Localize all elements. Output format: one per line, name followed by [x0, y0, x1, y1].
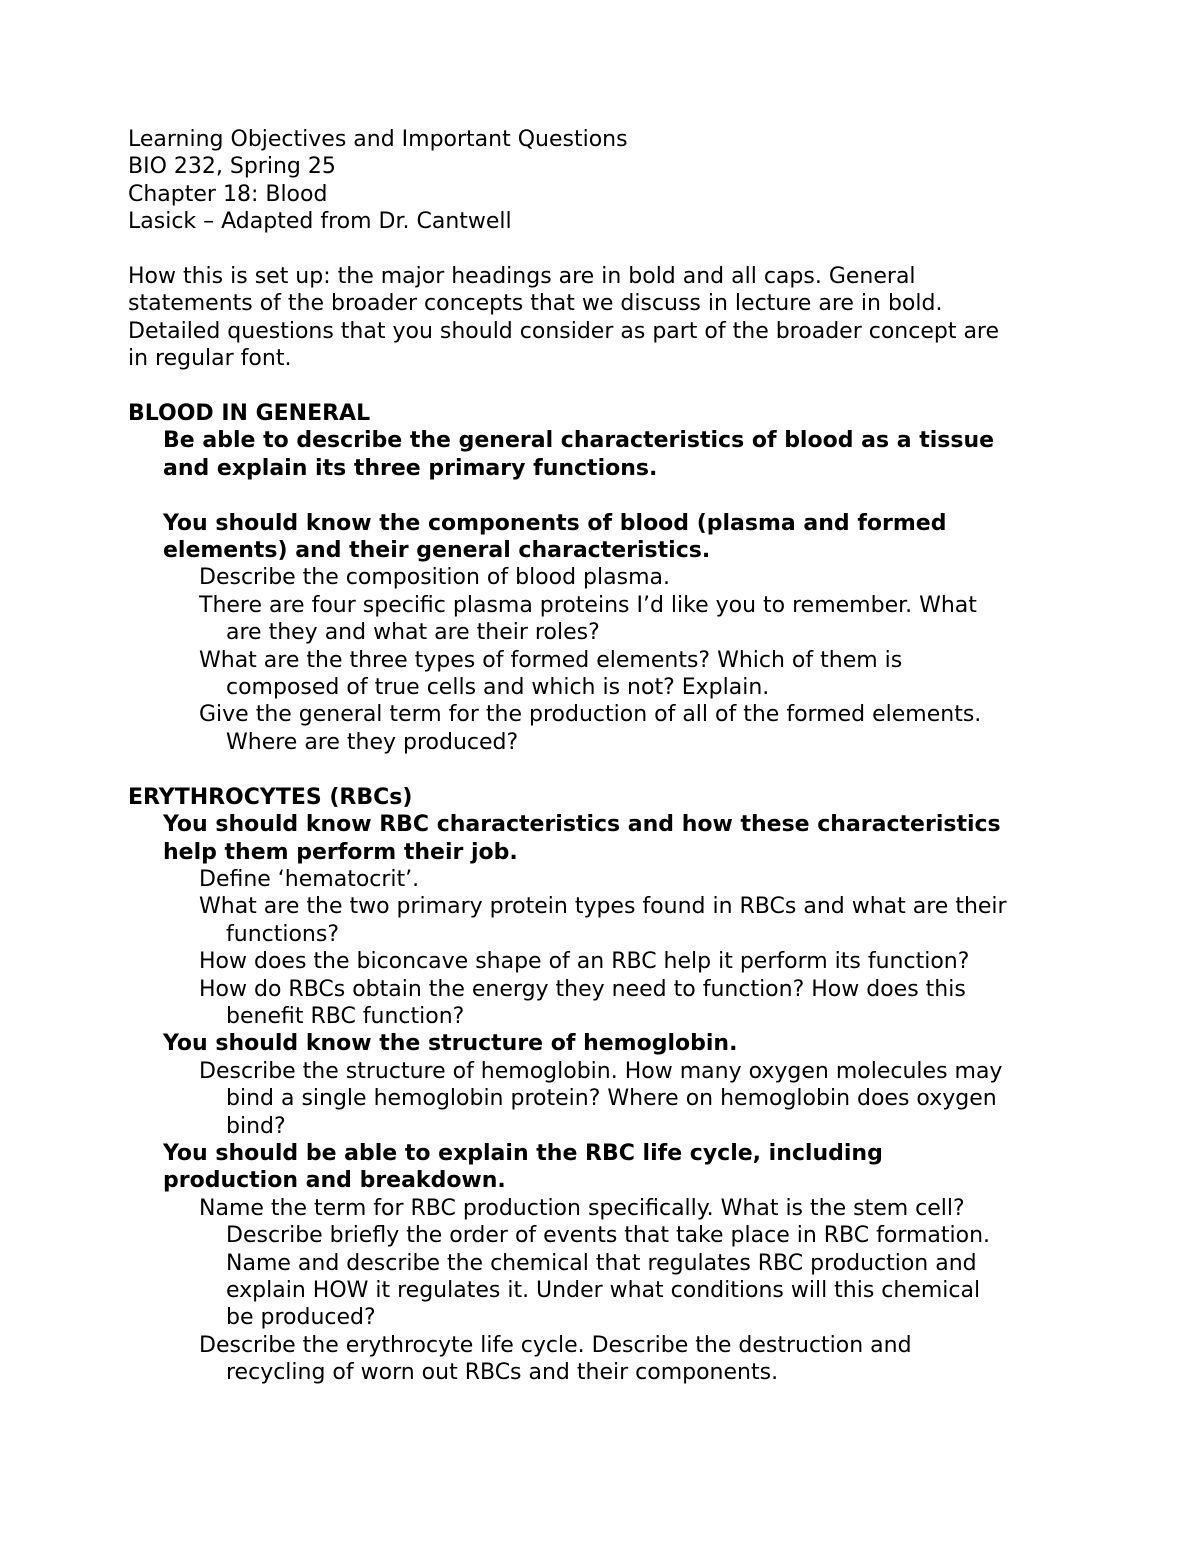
question-line: How do RBCs obtain the energy they need to function? How does this: [199, 976, 966, 1002]
intro-line: statements of the broader concepts that we discuss in lecture are in bold.: [128, 291, 943, 317]
question: [128, 647, 1078, 702]
question-line: What are the two primary protein types found in RBCs and what are their: [199, 894, 1007, 920]
concept-line: production and breakdown.: [163, 1168, 506, 1194]
concept-statement: [128, 510, 1078, 565]
question: [128, 948, 1078, 975]
intro-line: Detailed questions that you should consider as part of the broader concept are: [128, 318, 1000, 344]
question-line: benefit RBC function?: [226, 1003, 465, 1029]
concept-line: You should be able to explain the RBC life cycle, including: [163, 1140, 883, 1166]
spacer: [128, 756, 1078, 783]
course-line: BIO 232, Spring 25: [128, 154, 336, 180]
question-line: Name and describe the chemical that regulates RBC production and: [226, 1250, 977, 1276]
concept-statement: [128, 1030, 1078, 1057]
concept-statement: [128, 811, 1078, 866]
concept-line: You should know RBC characteristics and how these characteristics: [163, 812, 1001, 838]
question: [128, 1195, 1078, 1332]
question: [128, 1058, 1078, 1140]
question-line: recycling of worn out RBCs and their components.: [226, 1360, 779, 1386]
intro-line: How this is set up: the major headings are in bold and all caps. General: [128, 264, 916, 290]
question-line: Describe the erythrocyte life cycle. Describe the destruction and: [199, 1332, 912, 1358]
question-line: Describe the structure of hemoglobin. How many oxygen molecules may: [199, 1058, 1003, 1084]
section-heading-erythrocytes: ERYTHROCYTES (RBCs): [128, 784, 413, 810]
question: [128, 592, 1078, 647]
question: [128, 893, 1078, 948]
intro-paragraph: [128, 263, 1078, 373]
concept-line: help them perform their job.: [163, 839, 518, 865]
question-line: composed of true cells and which is not? Explain.: [226, 675, 770, 701]
spacer: [128, 236, 1078, 263]
document-body: [128, 126, 1078, 1387]
question-line: bind?: [226, 1113, 286, 1139]
question: [128, 1332, 1078, 1387]
question-line: Describe the composition of blood plasma.: [199, 565, 670, 591]
spacer: [128, 373, 1078, 400]
concept-statement: [128, 427, 1078, 482]
question-line: There are four specific plasma proteins I’d like you to remember. What: [199, 592, 977, 618]
question: [128, 866, 1078, 893]
question-line: How does the biconcave shape of an RBC help it perform its function?: [199, 949, 970, 975]
question-line: are they and what are their roles?: [226, 620, 600, 646]
spacer: [128, 482, 1078, 509]
question-line: be produced?: [226, 1305, 376, 1331]
concept-line: and explain its three primary functions.: [163, 455, 658, 481]
question: [128, 976, 1078, 1031]
chapter-line: Chapter 18: Blood: [128, 181, 328, 207]
concept-line: Be able to describe the general characteristics of blood as a tissue: [163, 428, 995, 454]
concept-statement: [128, 1140, 1078, 1195]
concept-line: You should know the structure of hemoglobin.: [163, 1031, 738, 1057]
intro-line: in regular font.: [128, 346, 292, 372]
concept-line: You should know the components of blood (plasma and formed: [163, 510, 947, 536]
concept-line: elements) and their general characteristics.: [163, 538, 711, 564]
question-line: bind a single hemoglobin protein? Where on hemoglobin does oxygen: [226, 1086, 997, 1112]
question-line: Define ‘hematocrit’.: [199, 866, 420, 892]
section-heading-blood: BLOOD IN GENERAL: [128, 401, 371, 427]
question-line: explain HOW it regulates it. Under what conditions will this chemical: [226, 1278, 981, 1303]
question-line: Describe briefly the order of events that take place in RBC formation.: [226, 1223, 991, 1249]
doc-title: Learning Objectives and Important Questions: [128, 127, 628, 152]
question-line: Where are they produced?: [226, 729, 519, 755]
question: [128, 564, 1078, 591]
author-line: Lasick – Adapted from Dr. Cantwell: [128, 209, 512, 235]
question: [128, 701, 1078, 756]
question-line: What are the three types of formed elements? Which of them is: [199, 647, 903, 673]
question-line: functions?: [226, 921, 340, 947]
question-line: Give the general term for the production of all of the formed elements.: [199, 702, 982, 728]
question-line: Name the term for RBC production specifically. What is the stem cell?: [199, 1195, 965, 1221]
